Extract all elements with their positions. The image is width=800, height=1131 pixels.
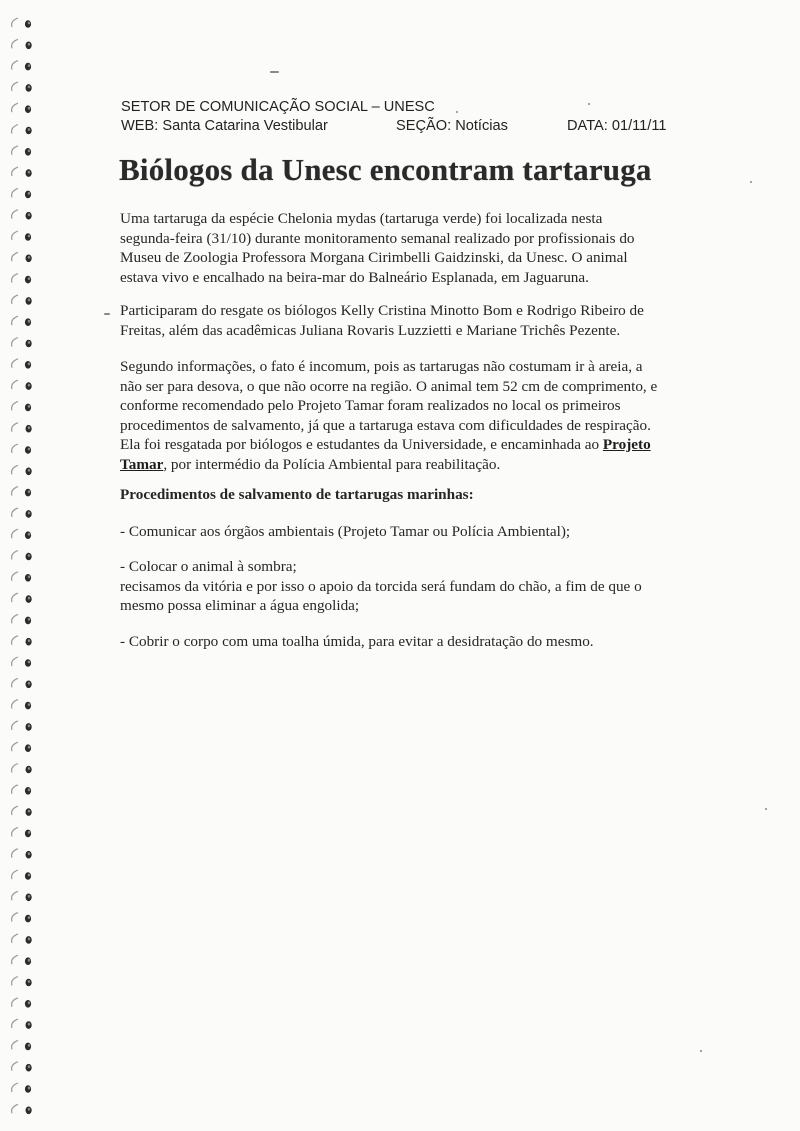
procedure-item bbox=[120, 522, 570, 542]
binding-ring bbox=[12, 1104, 32, 1114]
text-line: recisamos da vitória e por isso o apoio da torcida será fundam do chão, a fim de que o bbox=[120, 577, 642, 595]
article-paragraph bbox=[120, 357, 657, 474]
binding-ring bbox=[12, 423, 32, 433]
text-line: não ser para desova, o que não ocorre na região. O animal tem 52 cm de comprimento, e bbox=[120, 377, 658, 395]
binding-ring bbox=[12, 764, 32, 774]
scan-speck bbox=[765, 808, 767, 810]
binding-ring bbox=[12, 870, 31, 880]
binding-ring bbox=[12, 977, 32, 987]
text-line: conforme recomendado pelo Projeto Tamar foram realizados no local os primeiros bbox=[120, 397, 621, 414]
binding-ring bbox=[12, 1040, 31, 1050]
binding-ring bbox=[12, 39, 32, 49]
projeto-tamar-link[interactable]: Tamar bbox=[120, 455, 164, 473]
binding-ring bbox=[12, 1062, 32, 1072]
text-fragment: Ela foi resgatada por biólogos e estudantes da Universidade, e encaminhada ao bbox=[120, 436, 603, 453]
binding-ring bbox=[12, 487, 31, 497]
text-line: procedimentos de salvamento, já que a tartaruga estava com dificuldades de respiração. bbox=[120, 416, 651, 434]
header-section: SEÇÃO: Notícias bbox=[396, 118, 508, 134]
binding-ring bbox=[12, 572, 31, 582]
binding-ring bbox=[12, 742, 31, 752]
text-fragment: , por intermédio da Polícia Ambiental para reabilitação. bbox=[163, 455, 501, 473]
binding-ring bbox=[12, 508, 32, 518]
binding-ring bbox=[12, 678, 32, 688]
binding-ring bbox=[12, 146, 31, 156]
text-line: - Comunicar aos órgãos ambientais (Projeto Tamar ou Polícia Ambiental); bbox=[120, 523, 571, 540]
binding-ring bbox=[12, 167, 32, 177]
binding-ring bbox=[12, 529, 31, 539]
binding-ring bbox=[12, 891, 32, 901]
text-line: estava vivo e encalhado na beira-mar do Balneário Esplanada, em Jaguaruna. bbox=[120, 268, 589, 286]
document-header bbox=[121, 98, 701, 136]
binding-ring bbox=[12, 188, 31, 198]
article-title: Biólogos da Unesc encontram tartaruga bbox=[119, 152, 652, 187]
binding-ring bbox=[12, 849, 32, 859]
binding-ring bbox=[12, 316, 31, 326]
text-line: Participaram do resgate os biólogos Kelly Cristina Minotto Bom e Rodrigo Ribeiro de bbox=[120, 302, 644, 319]
binding-ring bbox=[12, 18, 31, 28]
scan-speck bbox=[700, 1050, 702, 1052]
binding-ring bbox=[12, 551, 32, 561]
binding-ring bbox=[12, 955, 31, 965]
projeto-tamar-link[interactable]: Projeto bbox=[602, 436, 651, 453]
binding-ring bbox=[12, 359, 31, 369]
binding-ring bbox=[12, 636, 32, 646]
text-line: segunda-feira (31/10) durante monitoramento semanal realizado por profissionais do bbox=[120, 229, 635, 247]
scan-speck bbox=[270, 71, 279, 73]
text-line: Segundo informações, o fato é incomum, pois as tartarugas não costumam ir à areia, a bbox=[120, 358, 643, 375]
binding-ring bbox=[12, 785, 31, 795]
article-paragraph bbox=[120, 209, 635, 287]
header-org: SETOR DE COMUNICAÇÃO SOCIAL – UNESC bbox=[121, 99, 435, 115]
text-line: mesmo possa eliminar a água engolida; bbox=[120, 597, 360, 614]
text-line: Freitas, além das acadêmicas Juliana Rovaris Luzzietti e Mariane Trichês Pezente. bbox=[120, 321, 621, 339]
binding-ring bbox=[12, 295, 32, 305]
header-date: DATA: 01/11/11 bbox=[567, 118, 667, 134]
binding-ring bbox=[12, 210, 32, 220]
text-line: - Cobrir o corpo com uma toalha úmida, para evitar a desidratação do mesmo. bbox=[120, 633, 594, 650]
text-line bbox=[120, 455, 657, 475]
spiral-binding bbox=[0, 0, 48, 1131]
binding-ring bbox=[12, 125, 32, 135]
binding-ring bbox=[12, 82, 32, 92]
text-line bbox=[120, 435, 657, 455]
binding-ring bbox=[12, 465, 32, 475]
binding-ring bbox=[12, 913, 31, 923]
binding-ring bbox=[12, 1083, 31, 1093]
scan-speck bbox=[104, 313, 110, 315]
binding-ring bbox=[12, 934, 32, 944]
header-web: WEB: Santa Catarina Vestibular bbox=[121, 118, 328, 134]
procedure-item bbox=[120, 632, 594, 652]
binding-ring bbox=[12, 827, 31, 837]
text-line: Museu de Zoologia Professora Morgana Cirimbelli Gaidzinski, da Unesc. O animal bbox=[120, 249, 628, 266]
binding-ring bbox=[12, 231, 31, 241]
binding-ring bbox=[12, 61, 31, 71]
binding-ring bbox=[12, 338, 32, 348]
procedures-heading: Procedimentos de salvamento de tartarugas marinhas: bbox=[120, 486, 474, 503]
binding-ring bbox=[12, 444, 31, 454]
binding-ring bbox=[12, 998, 31, 1008]
text-line: Uma tartaruga da espécie Chelonia mydas (tartaruga verde) foi localizada nesta bbox=[120, 210, 603, 227]
article-paragraph bbox=[120, 301, 644, 340]
scan-speck bbox=[750, 181, 752, 183]
text-line: - Colocar o animal à sombra; bbox=[120, 558, 297, 575]
binding-ring bbox=[12, 252, 32, 262]
binding-ring bbox=[12, 401, 31, 411]
binding-ring bbox=[12, 657, 31, 667]
binding-ring bbox=[12, 593, 32, 603]
binding-ring bbox=[12, 614, 31, 624]
procedure-item bbox=[120, 557, 642, 616]
binding-ring bbox=[12, 380, 32, 390]
binding-ring bbox=[12, 103, 31, 113]
binding-ring bbox=[12, 721, 32, 731]
binding-ring bbox=[12, 700, 31, 710]
binding-ring bbox=[12, 274, 31, 284]
binding-ring bbox=[12, 1019, 32, 1029]
binding-ring bbox=[12, 806, 32, 816]
